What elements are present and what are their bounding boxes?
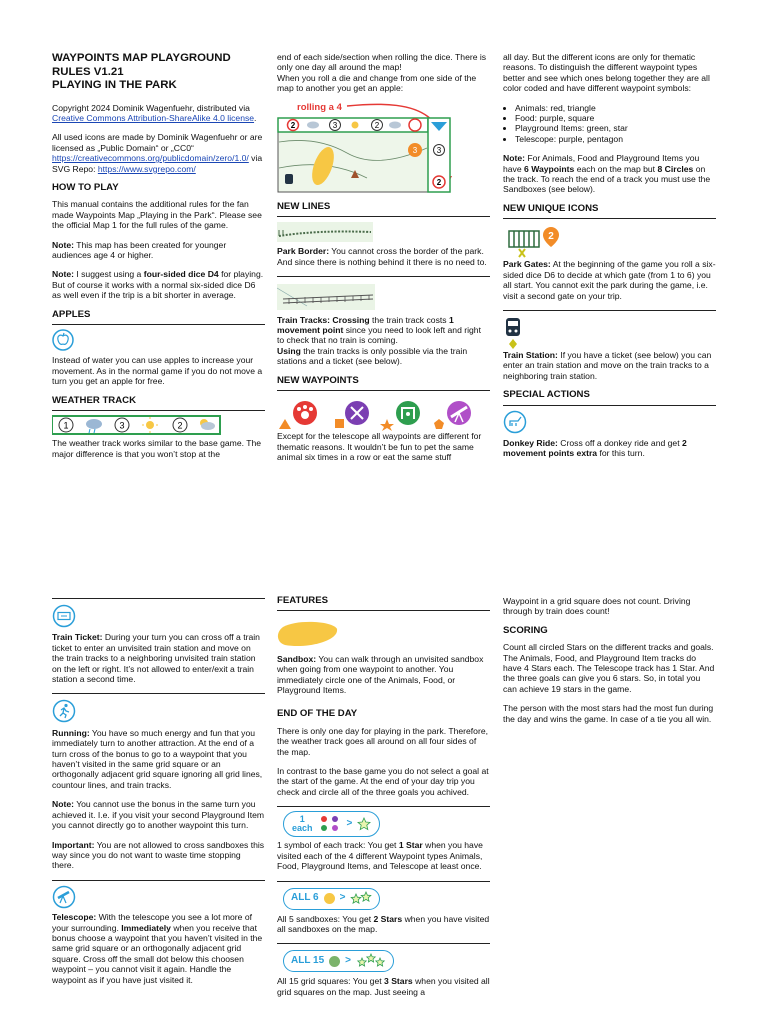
col2-text-2: When you roll a die and change from one side of the map to another you get an apple: [277, 72, 477, 94]
copyright-text: Copyright 2024 Dominik Wagenfuehr, distributed via Creative Commons Attribution-ShareAlike 4.0 license. [52, 102, 257, 123]
train-tracks-illustration [277, 284, 490, 312]
svg-text:3: 3 [412, 145, 418, 155]
weather-track-heading: WEATHER TRACK [52, 396, 265, 411]
column-2-bottom [277, 596, 490, 1006]
waypoint-icons-row [277, 399, 490, 431]
goal-3-pill: ALL 15 > [283, 950, 490, 972]
column-3-bottom [503, 596, 716, 733]
two-stars-icon [350, 891, 372, 907]
page-title: WAYPOINTS MAP PLAYGROUND RULES V1.21 PLAYING IN THE PARK [52, 52, 231, 91]
list-item: • Playground Items: green, star [515, 123, 716, 133]
train-station-text: Train Station: If you have a ticket (see below) you can enter an train station and move on the train tracks to a neighboring train station. [503, 349, 712, 381]
train-ticket-text: Train Ticket: During your turn you can cross off a train ticket to enter an unvisited train station and move on the train tracks to a neighboring unvisited train station on the left or right. It’s not allowed to enter/exit a train station a second time. [52, 632, 260, 685]
cc0-link[interactable]: https://creativecommons.org/publicdomain/zero/1.0/ [52, 153, 249, 164]
running-note: Note: You cannot use the bonus in the same turn you achieved it. I.e. if you visit your second Playground Item you cannot directly go to another waypoint this turn. [52, 799, 265, 831]
telescope-text: Telescope: With the telescope you see a lot more of your surrounding. Immediately when you receive that bonus choose a waypoint that you haven’t visited in the same grid square or an orthogonally adjacent grid square. Cross off the small dot below this choosen waypoint – you cannot visit it again. Handle the waypoint as if you have just visited it. [52, 912, 263, 985]
park-gates-text: Park Gates: At the beginning of the game you roll a six-sided dice D6 to decide at which gate (from 1 to 6) you all start. You cannot exit the park during the game, i.e. visit a second gate on your trip. [503, 259, 716, 301]
divider [277, 943, 490, 944]
scoring-text-1: Count all circled Stars on the different tracks and goals. The Animals, Food, and Playground Item tracks do have 4 Stars each. The Telescope track has 1 Star. And the three goals can give you 6 stars. So, in total you can achieve 19 stars in the game. [503, 642, 715, 694]
food-waypoint-icon [335, 401, 369, 428]
sandbox-dot-icon [324, 893, 335, 904]
column-1-top [52, 52, 265, 468]
weather-text: The weather track works similar to the base game. The major difference is that you won’t stop at the [52, 438, 262, 459]
list-item: • Animals: red, triangle [515, 103, 716, 113]
new-unique-icons-heading: NEW UNIQUE ICONS [503, 204, 716, 219]
how-to-play-heading: HOW TO PLAY [52, 181, 119, 193]
goal-3-text: All 15 grid squares: You get 3 Stars when you visited all grid squares on the map. Just seeing a [277, 976, 490, 997]
grid-square-icon [329, 956, 340, 967]
features-heading: FEATURES [277, 596, 490, 611]
col3-intro: all day. But the different icons are only for thematic reasons. To distinguish the different waypoint types better and see which ones belong together they are all color coded and have different waypoint symbols: [503, 52, 710, 94]
train-station-icon [503, 316, 716, 350]
divider [52, 598, 265, 599]
grid-square-note: Waypoint in a grid square does not count. Driving through by train does count! [503, 596, 691, 617]
end-of-day-text-1: There is only one day for playing in the park. Therefore, the weather track goes all around on all four sides of the map. [277, 725, 488, 757]
waypoint-color-list [503, 103, 716, 145]
goal-2-text: All 5 sandboxes: You get 2 Stars when you have visited all sandboxes on the map. [277, 913, 490, 934]
telescope-waypoint-icon [434, 401, 471, 429]
scoring-heading: SCORING [503, 624, 548, 636]
apples-heading: APPLES [52, 310, 265, 325]
new-lines-heading: NEW LINES [277, 202, 490, 217]
divider [277, 806, 490, 807]
icons-credit-text: All used icons are made by Dominik Wagenfuehr or are licensed as „Public Domain“ or „CC0“ https://creativecommons.org/publicdomain/zero/1.0/ via SVG Repo: https://www.svgrepo.com/ [52, 132, 263, 174]
divider [52, 693, 265, 694]
donkey-ride-text: Donkey Ride: Cross off a donkey ride and get 2 movement points extra for this turn. [503, 437, 687, 459]
svg-text:2: 2 [290, 120, 296, 130]
star-icon [357, 817, 371, 831]
scoring-text-2: The person with the most stars had the most fun during the day and wins the game. In case of a tie you all win. [503, 703, 714, 724]
note-age: Note: This map has been created for younger audiences age 4 or higher. [52, 239, 227, 260]
weather-num-2: 2 [177, 420, 183, 431]
sandbox-icon [277, 619, 490, 651]
svg-text:2: 2 [374, 120, 380, 130]
telescope-icon [52, 885, 265, 911]
svg-text:2: 2 [436, 177, 442, 187]
divider [277, 276, 490, 277]
park-gate-icon [503, 225, 716, 259]
park-border-text: Park Border: You cannot cross the border of the park. And since there is nothing behind it there is no need to. [277, 246, 487, 267]
playground-waypoint-icon [380, 401, 420, 431]
list-item: • Food: purple, square [515, 113, 716, 123]
rolling-label: rolling a 4 [297, 101, 342, 113]
goal-1-pill: 1 each > [283, 811, 490, 837]
column-2-top [277, 52, 490, 471]
col2-text-1: end of each side/section when rolling the dice. There is only one day all around the map! [277, 52, 487, 73]
weather-num-3: 3 [119, 420, 125, 431]
special-actions-heading: SPECIAL ACTIONS [503, 390, 716, 405]
donkey-icon [503, 410, 716, 436]
new-waypoints-text: Except for the telescope all waypoints are different for thematic reasons. It wouldn’t be fun to pet the same animal six times in a row or eat the same stuff [277, 431, 482, 462]
running-important: Important: You are not allowed to cross sandboxes this way since you do not want to waste time stopping there. [52, 839, 265, 871]
three-stars-icon [356, 953, 386, 969]
running-icon [52, 699, 265, 725]
waypoint-types-icon [318, 815, 342, 833]
chevron-right-icon: > [339, 892, 346, 904]
chevron-right-icon: > [345, 955, 352, 967]
running-text: Running: You have so much energy and fun that you immediately turn to another attraction. At the end of a turn cross of the bonus to go to a waypoint that you haven’t visited in the same grid square or an orthogonally adjacent grid square ignoring all grid lines, countour lines, and train tracks. [52, 727, 263, 790]
divider [52, 880, 265, 881]
goal-2-pill: ALL 6 > [283, 888, 490, 910]
weather-track-illustration [52, 414, 265, 438]
svgrepo-link[interactable]: https://www.svgrepo.com/ [97, 163, 196, 174]
animal-waypoint-icon [279, 401, 317, 429]
new-waypoints-heading: NEW WAYPOINTS [277, 376, 490, 391]
divider [503, 310, 716, 311]
park-border-illustration [277, 222, 490, 244]
goal-1-text: 1 symbol of each track: You get 1 Star when you have visited each of the 4 different Waypoint types Animals, Food, Playground Items, and Telescope at least once. [277, 840, 483, 872]
weather-num-1: 1 [63, 420, 69, 431]
apples-text: Instead of water you can use apples to increase your movement. As in the normal game if you do not move a turn you get an apple for free. [52, 355, 263, 387]
how-to-play-intro: This manual contains the additional rules for the fan made Waypoints Map „Playing in the Park“. Please see the official Map 1 for the full rules of the game. [52, 199, 262, 231]
column-1-bottom [52, 598, 265, 994]
note-dice: Note: I suggest using a four-sided dice D4 for playing. But of course it works with a normal six-sided dice D6 as well even if the trip is a bit shorter in average. [52, 269, 264, 301]
col3-note: Note: For Animals, Food and Playground Items you have 6 Waypoints each on the map but 8 Circles on the track. To reach the end of a track you must use the Sandboxes (see below). [503, 153, 711, 195]
train-tracks-text: Train Tracks: Crossing the train track costs 1 movement point since you need to look left and right to check that no train is coming. [277, 314, 481, 346]
train-ticket-icon [52, 604, 265, 630]
divider [277, 881, 490, 882]
chevron-right-icon: > [346, 818, 353, 830]
sandbox-text: Sandbox: You can walk through an unvisited sandbox when going from one waypoint to another. You immediately circle one of the Animals, Food, or Playground Items. [277, 653, 484, 696]
apple-icon [52, 329, 265, 353]
svg-text:3: 3 [436, 145, 442, 155]
list-item: • Telescope: purple, pentagon [515, 134, 716, 144]
rolling-example-illustration [277, 98, 490, 194]
column-3-top [503, 52, 716, 468]
train-usage-text: Using the train tracks is only possible via the train stations and a ticket (see below). [277, 345, 468, 367]
svg-text:3: 3 [332, 120, 338, 130]
license-link[interactable]: Creative Commons Attribution-ShareAlike 4.0 license [52, 112, 255, 123]
gate-number: 2 [548, 231, 554, 243]
end-of-day-text-2: In contrast to the base game you do not select a goal at the start of the game. At the end of your day trip you check and circle all of the three goals you achived. [277, 766, 489, 797]
end-of-day-heading: END OF THE DAY [277, 708, 358, 720]
